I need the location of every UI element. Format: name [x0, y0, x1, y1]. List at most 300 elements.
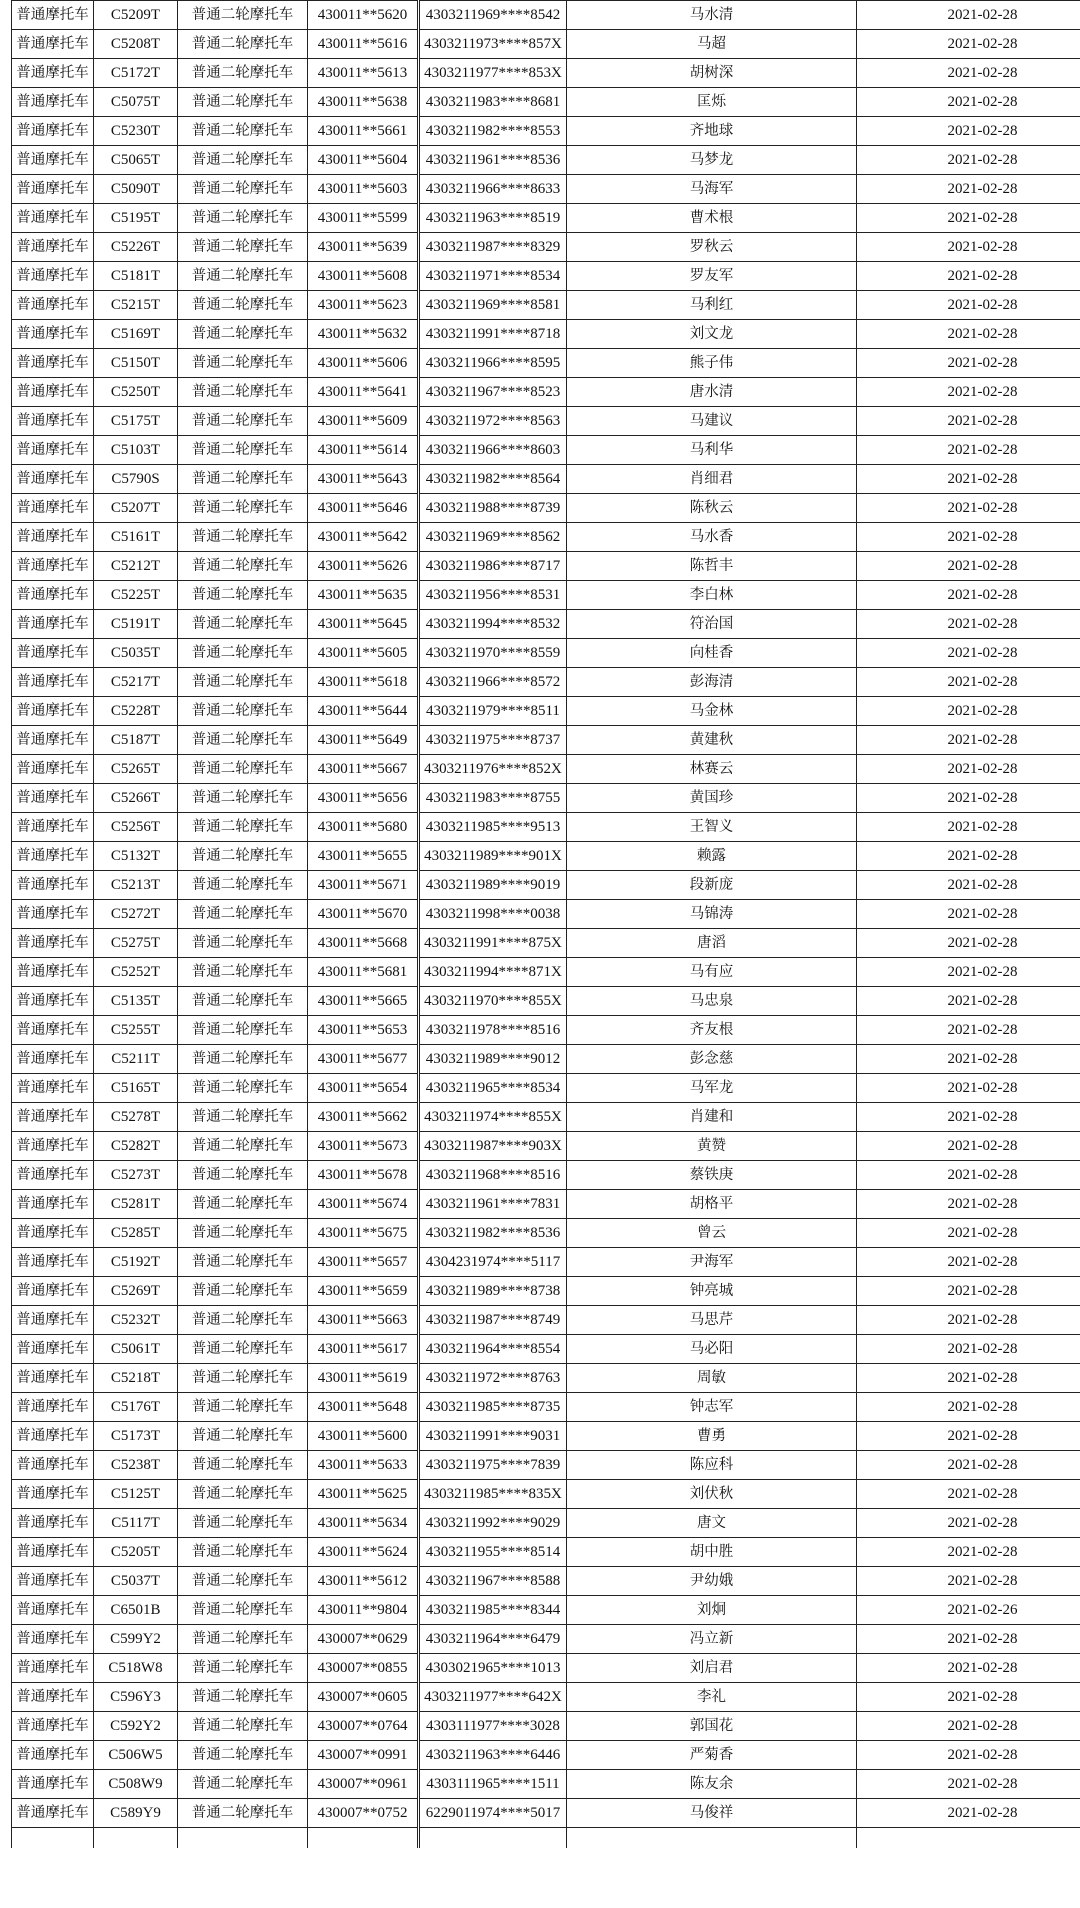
table-row — [12, 1277, 1080, 1306]
cell-id-number: 4303211991****9031 — [419, 1422, 567, 1451]
cell-plate-number: C5187T — [94, 726, 178, 755]
cell-plate-number: C5191T — [94, 610, 178, 639]
cell-date: 2021-02-28 — [857, 784, 1080, 813]
cell-date: 2021-02-28 — [857, 1, 1080, 30]
cell-license-number: 430011**5659 — [308, 1277, 419, 1306]
cell-vehicle-type: 普通摩托车 — [12, 842, 94, 871]
cell-owner-name: 马必阳 — [567, 1335, 857, 1364]
table-row — [12, 378, 1080, 407]
cell-id-number: 4303211968****8516 — [419, 1161, 567, 1190]
cell-id-number: 4303211978****8516 — [419, 1016, 567, 1045]
table-row — [12, 929, 1080, 958]
cell-plate-number: C5275T — [94, 929, 178, 958]
cell-vehicle-type: 普通摩托车 — [12, 813, 94, 842]
cell-vehicle-type: 普通摩托车 — [12, 1, 94, 30]
cell-plate-number: C6501B — [94, 1596, 178, 1625]
table-row — [12, 1393, 1080, 1422]
cell-vehicle-type: 普通摩托车 — [12, 88, 94, 117]
cell-id-number: 4303211970****8559 — [419, 639, 567, 668]
cell-vehicle-type: 普通摩托车 — [12, 1683, 94, 1712]
cell-date: 2021-02-28 — [857, 320, 1080, 349]
table-row — [12, 320, 1080, 349]
cell-vehicle-model: 普通二轮摩托车 — [178, 494, 308, 523]
cell-date: 2021-02-28 — [857, 494, 1080, 523]
table-row — [12, 1219, 1080, 1248]
cell-vehicle-model: 普通二轮摩托车 — [178, 987, 308, 1016]
table-row — [12, 1306, 1080, 1335]
cell-license-number: 430007**0752 — [308, 1799, 419, 1828]
cell-owner-name: 曾云 — [567, 1219, 857, 1248]
cell-vehicle-type: 普通摩托车 — [12, 1219, 94, 1248]
cell-id-number: 4303211985****835X — [419, 1480, 567, 1509]
cell-owner-name: 胡树深 — [567, 59, 857, 88]
cell-plate-number: C5230T — [94, 117, 178, 146]
cell-owner-name: 马金林 — [567, 697, 857, 726]
cell-vehicle-type: 普通摩托车 — [12, 1712, 94, 1741]
cell-vehicle-model: 普通二轮摩托车 — [178, 291, 308, 320]
cell-owner-name: 王智义 — [567, 813, 857, 842]
cell-date: 2021-02-28 — [857, 1074, 1080, 1103]
cell-license-number: 430011**5656 — [308, 784, 419, 813]
cell-vehicle-model: 普通二轮摩托车 — [178, 1509, 308, 1538]
cell-owner-name: 周敏 — [567, 1364, 857, 1393]
cell-plate-number: C5175T — [94, 407, 178, 436]
cell-vehicle-type: 普通摩托车 — [12, 1799, 94, 1828]
table-row — [12, 842, 1080, 871]
cell-date: 2021-02-28 — [857, 1045, 1080, 1074]
cell-vehicle-type: 普通摩托车 — [12, 1422, 94, 1451]
cell-vehicle-model: 普通二轮摩托车 — [178, 1799, 308, 1828]
cell-owner-name: 彭念慈 — [567, 1045, 857, 1074]
cell-vehicle-model: 普通二轮摩托车 — [178, 465, 308, 494]
cell-id-number: 4303211963****6446 — [419, 1741, 567, 1770]
cell-vehicle-type: 普通摩托车 — [12, 1596, 94, 1625]
cell-vehicle-type: 普通摩托车 — [12, 987, 94, 1016]
cell-plate-number: C5232T — [94, 1306, 178, 1335]
cell-plate-number: C5208T — [94, 30, 178, 59]
cell-date: 2021-02-28 — [857, 1712, 1080, 1741]
cell-owner-name: 黄建秋 — [567, 726, 857, 755]
cell-date: 2021-02-28 — [857, 1451, 1080, 1480]
cell-owner-name: 马俊祥 — [567, 1799, 857, 1828]
cell-plate-number: C5252T — [94, 958, 178, 987]
cell-owner-name: 蔡铁庚 — [567, 1161, 857, 1190]
cell-vehicle-model: 普通二轮摩托车 — [178, 436, 308, 465]
cell-license-number: 430011**9804 — [308, 1596, 419, 1625]
cell-date: 2021-02-28 — [857, 668, 1080, 697]
table-row — [12, 523, 1080, 552]
cell-vehicle-model: 普通二轮摩托车 — [178, 1248, 308, 1277]
cell-vehicle-type: 普通摩托车 — [12, 900, 94, 929]
table-row — [12, 1190, 1080, 1219]
cell-vehicle-model: 普通二轮摩托车 — [178, 784, 308, 813]
cell-vehicle-type: 普通摩托车 — [12, 581, 94, 610]
cell-id-number: 4303211969****8581 — [419, 291, 567, 320]
cell-license-number: 430011**5612 — [308, 1567, 419, 1596]
cell-vehicle-model: 普通二轮摩托车 — [178, 842, 308, 871]
table-row — [12, 1074, 1080, 1103]
cell-id-number: 4303211991****875X — [419, 929, 567, 958]
cell-id-number: 4303211987****903X — [419, 1132, 567, 1161]
cell-id-number: 6229011974****5017 — [419, 1799, 567, 1828]
cell-vehicle-type: 普通摩托车 — [12, 1103, 94, 1132]
cell-date: 2021-02-28 — [857, 1625, 1080, 1654]
cell-vehicle-type: 普通摩托车 — [12, 465, 94, 494]
cell-id-number: 4303211975****8737 — [419, 726, 567, 755]
table-row — [12, 639, 1080, 668]
cell-vehicle-model: 普通二轮摩托车 — [178, 1625, 308, 1654]
cell-owner-name: 马锦涛 — [567, 900, 857, 929]
cell-id-number: 4303211982****8536 — [419, 1219, 567, 1248]
cell-license-number: 430011**5655 — [308, 842, 419, 871]
cell-vehicle-type: 普通摩托车 — [12, 1451, 94, 1480]
cell-id-number: 4303211965****8534 — [419, 1074, 567, 1103]
cell-plate-number: C5135T — [94, 987, 178, 1016]
cell-id-number: 4303211986****8717 — [419, 552, 567, 581]
cell-id-number: 4304231974****5117 — [419, 1248, 567, 1277]
cell-date: 2021-02-28 — [857, 1335, 1080, 1364]
cell-plate-number: C5273T — [94, 1161, 178, 1190]
cell-id-number: 4303211992****9029 — [419, 1509, 567, 1538]
cell-date: 2021-02-28 — [857, 262, 1080, 291]
cell-vehicle-model: 普通二轮摩托车 — [178, 1103, 308, 1132]
cell-license-number: 430011**5644 — [308, 697, 419, 726]
cell-owner-name: 彭海清 — [567, 668, 857, 697]
cell-id-number: 4303211977****642X — [419, 1683, 567, 1712]
cell-license-number: 430011**5671 — [308, 871, 419, 900]
cell-vehicle-model: 普通二轮摩托车 — [178, 813, 308, 842]
cell-vehicle-type: 普通摩托车 — [12, 1335, 94, 1364]
cell-owner-name: 唐滔 — [567, 929, 857, 958]
cell-owner-name: 曹术根 — [567, 204, 857, 233]
cell-vehicle-type: 普通摩托车 — [12, 929, 94, 958]
cell-vehicle-type: 普通摩托车 — [12, 1306, 94, 1335]
cell-vehicle-model: 普通二轮摩托车 — [178, 1422, 308, 1451]
cell-id-number: 4303211985****8735 — [419, 1393, 567, 1422]
table-row — [12, 552, 1080, 581]
cell-date: 2021-02-28 — [857, 581, 1080, 610]
cell-plate-number: C5061T — [94, 1335, 178, 1364]
cell-license-number: 430007**0855 — [308, 1654, 419, 1683]
cell-license-number: 430011**5625 — [308, 1480, 419, 1509]
cell-vehicle-type: 普通摩托车 — [12, 407, 94, 436]
cell-vehicle-model: 普通二轮摩托车 — [178, 900, 308, 929]
cell-plate-number: C5238T — [94, 1451, 178, 1480]
cell-license-number: 430011**5634 — [308, 1509, 419, 1538]
table-row — [12, 1770, 1080, 1799]
table-row — [12, 204, 1080, 233]
cell-plate-number: C5212T — [94, 552, 178, 581]
cell-vehicle-type: 普通摩托车 — [12, 523, 94, 552]
cell-date: 2021-02-28 — [857, 755, 1080, 784]
cell-date: 2021-02-28 — [857, 1422, 1080, 1451]
table-row — [12, 1045, 1080, 1074]
table-row — [12, 1683, 1080, 1712]
table-row — [12, 59, 1080, 88]
table-row — [12, 1654, 1080, 1683]
cell-date: 2021-02-28 — [857, 349, 1080, 378]
cell-vehicle-type: 普通摩托车 — [12, 639, 94, 668]
cell-plate-number: C5215T — [94, 291, 178, 320]
cell-plate-number: C5176T — [94, 1393, 178, 1422]
cell-license-number: 430011**5680 — [308, 813, 419, 842]
cell-vehicle-type: 普通摩托车 — [12, 175, 94, 204]
cell-owner-name: 马梦龙 — [567, 146, 857, 175]
cell-vehicle-type: 普通摩托车 — [12, 697, 94, 726]
cell-license-number: 430011**5632 — [308, 320, 419, 349]
cell-vehicle-model: 普通二轮摩托车 — [178, 88, 308, 117]
cell-license-number: 430011**5614 — [308, 436, 419, 465]
cell-license-number: 430011**5619 — [308, 1364, 419, 1393]
table-row — [12, 117, 1080, 146]
cell-vehicle-model: 普通二轮摩托车 — [178, 639, 308, 668]
cell-id-number: 4303211961****7831 — [419, 1190, 567, 1219]
cell-date: 2021-02-28 — [857, 900, 1080, 929]
cell-owner-name: 郭国花 — [567, 1712, 857, 1741]
cell-license-number: 430011**5648 — [308, 1393, 419, 1422]
table-row — [12, 987, 1080, 1016]
table-row — [12, 726, 1080, 755]
cell-plate-number: C5169T — [94, 320, 178, 349]
cell-plate-number: C5165T — [94, 1074, 178, 1103]
cell-date: 2021-02-28 — [857, 465, 1080, 494]
cell-license-number: 430007**0961 — [308, 1770, 419, 1799]
cell-vehicle-model: 普通二轮摩托车 — [178, 668, 308, 697]
cell-owner-name: 符治国 — [567, 610, 857, 639]
cell-date: 2021-02-28 — [857, 233, 1080, 262]
cell-plate-number: C5281T — [94, 1190, 178, 1219]
cell-empty — [567, 1828, 857, 1849]
cell-plate-number: C5037T — [94, 1567, 178, 1596]
cell-id-number: 4303211989****9019 — [419, 871, 567, 900]
cell-vehicle-model: 普通二轮摩托车 — [178, 204, 308, 233]
cell-owner-name: 马水清 — [567, 1, 857, 30]
cell-vehicle-model: 普通二轮摩托车 — [178, 1219, 308, 1248]
cell-owner-name: 马利红 — [567, 291, 857, 320]
cell-id-number: 4303211974****855X — [419, 1103, 567, 1132]
cell-id-number: 4303211983****8681 — [419, 88, 567, 117]
cell-id-number: 4303211969****8542 — [419, 1, 567, 30]
cell-owner-name: 马军龙 — [567, 1074, 857, 1103]
cell-vehicle-model: 普通二轮摩托车 — [178, 262, 308, 291]
cell-id-number: 4303211964****6479 — [419, 1625, 567, 1654]
cell-plate-number: C5255T — [94, 1016, 178, 1045]
cell-vehicle-type: 普通摩托车 — [12, 262, 94, 291]
cell-vehicle-type: 普通摩托车 — [12, 30, 94, 59]
cell-plate-number: C5173T — [94, 1422, 178, 1451]
cell-owner-name: 罗秋云 — [567, 233, 857, 262]
cell-date: 2021-02-28 — [857, 1799, 1080, 1828]
cell-date: 2021-02-26 — [857, 1596, 1080, 1625]
cell-id-number: 4303211985****9513 — [419, 813, 567, 842]
cell-id-number: 4303211987****8749 — [419, 1306, 567, 1335]
table-row — [12, 1741, 1080, 1770]
cell-vehicle-model: 普通二轮摩托车 — [178, 726, 308, 755]
cell-vehicle-model: 普通二轮摩托车 — [178, 320, 308, 349]
cell-license-number: 430011**5670 — [308, 900, 419, 929]
cell-id-number: 4303211988****8739 — [419, 494, 567, 523]
cell-license-number: 430011**5609 — [308, 407, 419, 436]
cell-id-number: 4303211994****871X — [419, 958, 567, 987]
table-row — [12, 1364, 1080, 1393]
cell-owner-name: 严菊香 — [567, 1741, 857, 1770]
cell-plate-number: C5217T — [94, 668, 178, 697]
table-row — [12, 1567, 1080, 1596]
cell-owner-name: 李白林 — [567, 581, 857, 610]
cell-plate-number: C506W5 — [94, 1741, 178, 1770]
cell-id-number: 4303211977****853X — [419, 59, 567, 88]
cell-license-number: 430011**5608 — [308, 262, 419, 291]
cell-vehicle-model: 普通二轮摩托车 — [178, 146, 308, 175]
cell-plate-number: C5265T — [94, 755, 178, 784]
cell-vehicle-type: 普通摩托车 — [12, 755, 94, 784]
cell-license-number: 430011**5600 — [308, 1422, 419, 1451]
cell-vehicle-model: 普通二轮摩托车 — [178, 1567, 308, 1596]
cell-vehicle-type: 普通摩托车 — [12, 1248, 94, 1277]
cell-date: 2021-02-28 — [857, 987, 1080, 1016]
cell-license-number: 430011**5649 — [308, 726, 419, 755]
cell-id-number: 4303211956****8531 — [419, 581, 567, 610]
cell-owner-name: 黄国珍 — [567, 784, 857, 813]
cell-vehicle-model: 普通二轮摩托车 — [178, 233, 308, 262]
cell-vehicle-type: 普通摩托车 — [12, 117, 94, 146]
cell-license-number: 430011**5662 — [308, 1103, 419, 1132]
table-row — [12, 1451, 1080, 1480]
cell-license-number: 430011**5626 — [308, 552, 419, 581]
cell-vehicle-model: 普通二轮摩托车 — [178, 1190, 308, 1219]
cell-plate-number: C5250T — [94, 378, 178, 407]
cell-plate-number: C5272T — [94, 900, 178, 929]
cell-owner-name: 马水香 — [567, 523, 857, 552]
cell-vehicle-type: 普通摩托车 — [12, 204, 94, 233]
cell-license-number: 430011**5605 — [308, 639, 419, 668]
cell-license-number: 430011**5663 — [308, 1306, 419, 1335]
cell-plate-number: C5172T — [94, 59, 178, 88]
cell-date: 2021-02-28 — [857, 1567, 1080, 1596]
cell-date: 2021-02-28 — [857, 871, 1080, 900]
table-row-partial — [12, 1828, 1080, 1849]
cell-plate-number: C5207T — [94, 494, 178, 523]
cell-id-number: 4303211971****8534 — [419, 262, 567, 291]
table-row — [12, 262, 1080, 291]
table-row — [12, 1799, 1080, 1828]
cell-license-number: 430011**5657 — [308, 1248, 419, 1277]
cell-license-number: 430011**5653 — [308, 1016, 419, 1045]
cell-vehicle-model: 普通二轮摩托车 — [178, 1277, 308, 1306]
cell-vehicle-model: 普通二轮摩托车 — [178, 1770, 308, 1799]
cell-vehicle-model: 普通二轮摩托车 — [178, 117, 308, 146]
cell-license-number: 430011**5654 — [308, 1074, 419, 1103]
cell-plate-number: C5161T — [94, 523, 178, 552]
table-row — [12, 233, 1080, 262]
cell-date: 2021-02-28 — [857, 117, 1080, 146]
cell-date: 2021-02-28 — [857, 639, 1080, 668]
cell-license-number: 430011**5641 — [308, 378, 419, 407]
cell-date: 2021-02-28 — [857, 378, 1080, 407]
cell-vehicle-model: 普通二轮摩托车 — [178, 1451, 308, 1480]
cell-owner-name: 赖露 — [567, 842, 857, 871]
cell-owner-name: 刘伏秋 — [567, 1480, 857, 1509]
table-row — [12, 1161, 1080, 1190]
table-row — [12, 1480, 1080, 1509]
table-row — [12, 1596, 1080, 1625]
cell-license-number: 430011**5646 — [308, 494, 419, 523]
table-row — [12, 958, 1080, 987]
cell-owner-name: 陈秋云 — [567, 494, 857, 523]
cell-plate-number: C508W9 — [94, 1770, 178, 1799]
cell-date: 2021-02-28 — [857, 1683, 1080, 1712]
cell-date: 2021-02-28 — [857, 1161, 1080, 1190]
cell-date: 2021-02-28 — [857, 1190, 1080, 1219]
cell-id-number: 4303211972****8763 — [419, 1364, 567, 1393]
cell-vehicle-model: 普通二轮摩托车 — [178, 407, 308, 436]
cell-owner-name: 齐友根 — [567, 1016, 857, 1045]
cell-owner-name: 尹幼娥 — [567, 1567, 857, 1596]
cell-license-number: 430007**0605 — [308, 1683, 419, 1712]
table-row — [12, 697, 1080, 726]
table-row — [12, 1509, 1080, 1538]
cell-vehicle-model: 普通二轮摩托车 — [178, 1538, 308, 1567]
cell-vehicle-type: 普通摩托车 — [12, 1567, 94, 1596]
cell-owner-name: 胡中胜 — [567, 1538, 857, 1567]
table-row — [12, 1538, 1080, 1567]
cell-owner-name: 刘文龙 — [567, 320, 857, 349]
cell-vehicle-model: 普通二轮摩托车 — [178, 1596, 308, 1625]
cell-id-number: 4303211970****855X — [419, 987, 567, 1016]
cell-license-number: 430011**5642 — [308, 523, 419, 552]
cell-id-number: 4303211989****901X — [419, 842, 567, 871]
cell-empty — [419, 1828, 567, 1849]
table-row — [12, 1248, 1080, 1277]
cell-date: 2021-02-28 — [857, 175, 1080, 204]
cell-license-number: 430011**5603 — [308, 175, 419, 204]
cell-license-number: 430011**5645 — [308, 610, 419, 639]
cell-vehicle-type: 普通摩托车 — [12, 610, 94, 639]
table-row — [12, 349, 1080, 378]
cell-vehicle-type: 普通摩托车 — [12, 1538, 94, 1567]
table-row — [12, 465, 1080, 494]
cell-id-number: 4303211994****8532 — [419, 610, 567, 639]
cell-vehicle-type: 普通摩托车 — [12, 494, 94, 523]
cell-date: 2021-02-28 — [857, 1219, 1080, 1248]
cell-date: 2021-02-28 — [857, 1364, 1080, 1393]
cell-empty — [12, 1828, 94, 1849]
cell-plate-number: C5035T — [94, 639, 178, 668]
table-row — [12, 871, 1080, 900]
cell-vehicle-type: 普通摩托车 — [12, 871, 94, 900]
cell-id-number: 4303211982****8564 — [419, 465, 567, 494]
cell-plate-number: C5211T — [94, 1045, 178, 1074]
cell-empty — [308, 1828, 419, 1849]
cell-plate-number: C5282T — [94, 1132, 178, 1161]
cell-owner-name: 曹勇 — [567, 1422, 857, 1451]
cell-license-number: 430011**5604 — [308, 146, 419, 175]
table-row — [12, 610, 1080, 639]
cell-owner-name: 马忠泉 — [567, 987, 857, 1016]
table-body — [12, 1, 1080, 1849]
cell-vehicle-type: 普通摩托车 — [12, 59, 94, 88]
cell-date: 2021-02-28 — [857, 30, 1080, 59]
cell-plate-number: C5218T — [94, 1364, 178, 1393]
cell-date: 2021-02-28 — [857, 610, 1080, 639]
cell-license-number: 430011**5620 — [308, 1, 419, 30]
cell-vehicle-type: 普通摩托车 — [12, 1277, 94, 1306]
cell-license-number: 430011**5677 — [308, 1045, 419, 1074]
cell-date: 2021-02-28 — [857, 842, 1080, 871]
cell-owner-name: 段新庞 — [567, 871, 857, 900]
cell-plate-number: C518W8 — [94, 1654, 178, 1683]
cell-license-number: 430007**0991 — [308, 1741, 419, 1770]
